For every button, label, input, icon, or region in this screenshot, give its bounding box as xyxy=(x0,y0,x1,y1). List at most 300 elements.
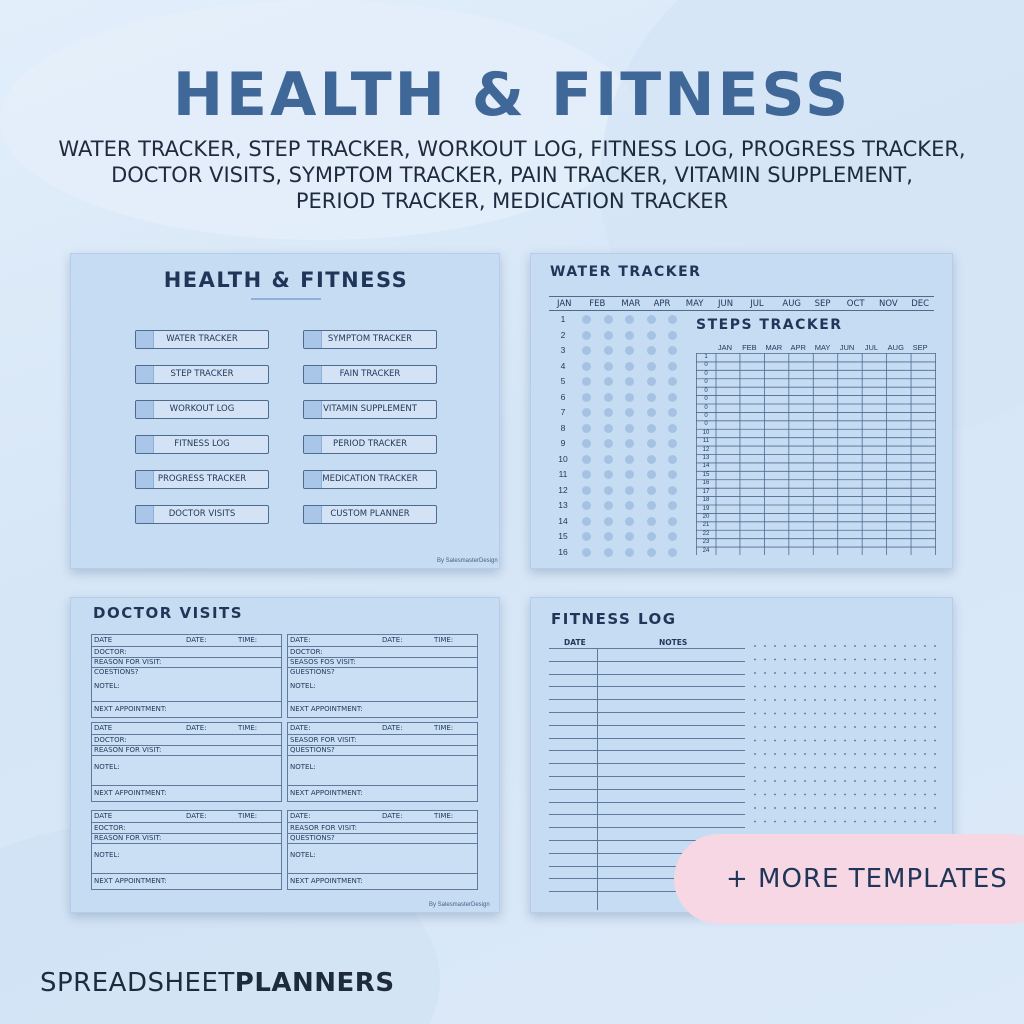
log-row-line xyxy=(549,827,745,828)
water-dot[interactable] xyxy=(582,362,591,371)
visit-notes-label: NOTEL: xyxy=(290,851,316,859)
grid-dot xyxy=(764,699,766,701)
water-dot[interactable] xyxy=(625,315,634,324)
grid-dot xyxy=(864,767,866,769)
water-dot[interactable] xyxy=(647,455,656,464)
water-dot[interactable] xyxy=(625,377,634,386)
doctor-visits-title: DOCTOR VISITS xyxy=(93,604,244,622)
grid-dot xyxy=(874,672,876,674)
grid-dot xyxy=(794,767,796,769)
water-dot[interactable] xyxy=(668,424,677,433)
water-dot[interactable] xyxy=(625,362,634,371)
water-dot[interactable] xyxy=(625,470,634,479)
grid-dot xyxy=(854,753,856,755)
water-dot[interactable] xyxy=(668,532,677,541)
grid-dot xyxy=(764,672,766,674)
credit-text: By SalesmasterDesign xyxy=(429,902,490,908)
grid-dot xyxy=(824,699,826,701)
water-dot[interactable] xyxy=(647,346,656,355)
water-dot[interactable] xyxy=(625,346,634,355)
grid-dot xyxy=(784,726,786,728)
steps-tracker-section xyxy=(691,312,941,562)
grid-dot xyxy=(884,794,886,796)
visit-card xyxy=(287,722,478,802)
grid-dot xyxy=(754,645,756,647)
grid-dot xyxy=(874,780,876,782)
grid-dot xyxy=(794,807,796,809)
grid-dot xyxy=(894,767,896,769)
visit-card xyxy=(287,810,478,890)
grid-dot xyxy=(844,726,846,728)
steps-month-label: MAR xyxy=(765,343,783,352)
grid-dot xyxy=(814,645,816,647)
visit-date-label: DATE: xyxy=(186,636,207,644)
fitness-col-date: DATE xyxy=(564,638,586,647)
visit-notes-label: NOTEL: xyxy=(94,763,120,771)
grid-dot xyxy=(934,821,936,823)
water-dot[interactable] xyxy=(582,486,591,495)
water-dot[interactable] xyxy=(625,424,634,433)
grid-dot xyxy=(844,767,846,769)
month-label: MAR xyxy=(621,299,641,309)
row-number: 6 xyxy=(560,391,566,402)
grid-dot xyxy=(924,672,926,674)
grid-dot xyxy=(834,807,836,809)
grid-dot xyxy=(884,659,886,661)
steps-row-number: 10 xyxy=(702,429,710,436)
log-row-line xyxy=(549,674,745,675)
grid-dot xyxy=(844,645,846,647)
menu-button-label: SYMPTOM TRACKER xyxy=(327,334,413,344)
water-dot[interactable] xyxy=(582,377,591,386)
grid-dot xyxy=(884,753,886,755)
water-dot[interactable] xyxy=(668,315,677,324)
water-dot[interactable] xyxy=(604,470,613,479)
grid-dot xyxy=(924,645,926,647)
grid-dot xyxy=(854,740,856,742)
water-dot[interactable] xyxy=(647,486,656,495)
grid-dot xyxy=(864,780,866,782)
steps-month-label: JUN xyxy=(839,343,855,352)
water-dot[interactable] xyxy=(582,331,591,340)
menu-button[interactable] xyxy=(135,330,269,349)
grid-dot xyxy=(834,821,836,823)
grid-dot xyxy=(914,645,916,647)
water-dot[interactable] xyxy=(625,548,634,557)
row-number: 1 xyxy=(560,314,566,324)
grid-dot xyxy=(804,672,806,674)
grid-dot xyxy=(864,794,866,796)
button-swatch xyxy=(304,471,322,488)
visit-time-label: TIME: xyxy=(434,636,454,644)
grid-dot xyxy=(924,821,926,823)
menu-button[interactable] xyxy=(303,365,437,384)
grid-dot xyxy=(834,672,836,674)
menu-button[interactable] xyxy=(303,330,437,349)
grid-dot xyxy=(824,794,826,796)
row-number: 3 xyxy=(560,345,566,355)
menu-button[interactable] xyxy=(303,505,437,524)
more-templates-button[interactable]: + MORE TEMPLATES xyxy=(674,834,1024,924)
grid-dot xyxy=(924,753,926,755)
menu-button[interactable] xyxy=(303,400,437,419)
button-swatch xyxy=(304,331,322,348)
grid-dot xyxy=(774,645,776,647)
menu-button-label: WORKOUT LOG xyxy=(169,404,235,414)
menu-button[interactable] xyxy=(135,505,269,524)
grid-dot xyxy=(914,713,916,715)
menu-button-label: CUSTOM PLANNER xyxy=(330,509,410,519)
grid-dot xyxy=(774,767,776,769)
grid-dot xyxy=(804,780,806,782)
water-dot[interactable] xyxy=(668,331,677,340)
water-dot[interactable] xyxy=(647,470,656,479)
grid-dot xyxy=(924,726,926,728)
grid-dot xyxy=(804,645,806,647)
visit-time-label: TIME: xyxy=(238,724,258,732)
water-dot[interactable] xyxy=(604,424,613,433)
grid-dot xyxy=(894,699,896,701)
grid-dot xyxy=(764,686,766,688)
grid-dot xyxy=(814,713,816,715)
grid-dot xyxy=(884,672,886,674)
grid-dot xyxy=(894,672,896,674)
grid-dot xyxy=(924,807,926,809)
grid-dot xyxy=(764,713,766,715)
steps-row-number: 14 xyxy=(702,463,710,470)
grid-dot xyxy=(814,699,816,701)
grid-dot xyxy=(794,726,796,728)
visit-divider xyxy=(92,822,281,823)
log-row-line xyxy=(549,802,745,803)
water-dot[interactable] xyxy=(625,393,634,402)
grid-dot xyxy=(814,686,816,688)
grid-dot xyxy=(934,794,936,796)
steps-month-label: FEB xyxy=(742,343,757,352)
water-dot[interactable] xyxy=(604,501,613,510)
water-dot[interactable] xyxy=(625,408,634,417)
water-dot[interactable] xyxy=(582,408,591,417)
grid-dot xyxy=(774,713,776,715)
grid-dot xyxy=(774,780,776,782)
water-dot[interactable] xyxy=(668,362,677,371)
grid-dot xyxy=(924,794,926,796)
grid-dot xyxy=(774,740,776,742)
visit-date-label: DATE: xyxy=(290,724,311,732)
visit-date-label: DATE: xyxy=(382,724,403,732)
water-dot[interactable] xyxy=(582,424,591,433)
grid-dot xyxy=(924,740,926,742)
grid-dot xyxy=(894,740,896,742)
water-dot[interactable] xyxy=(625,439,634,448)
water-dot[interactable] xyxy=(604,439,613,448)
menu-button-label: STEP TRACKER xyxy=(170,369,234,379)
water-dot[interactable] xyxy=(647,501,656,510)
grid-dot xyxy=(904,740,906,742)
grid-dot xyxy=(934,807,936,809)
water-dot[interactable] xyxy=(625,455,634,464)
water-dot[interactable] xyxy=(582,470,591,479)
grid-dot xyxy=(934,780,936,782)
grid-dot xyxy=(834,780,836,782)
steps-tracker-title: STEPS TRACKER xyxy=(696,317,843,333)
visit-next-appointment: NEXT AFPOINTMENT: xyxy=(94,789,167,797)
water-dot[interactable] xyxy=(625,501,634,510)
menu-button-label: WATER TRACKER xyxy=(166,334,238,344)
water-dot[interactable] xyxy=(604,517,613,526)
grid-dot xyxy=(764,767,766,769)
water-dot[interactable] xyxy=(625,486,634,495)
grid-dot xyxy=(834,740,836,742)
main-title: HEALTH & FITNESS xyxy=(172,60,852,130)
log-row-line xyxy=(549,763,745,764)
month-label: JAN xyxy=(557,299,572,309)
water-dot[interactable] xyxy=(604,315,613,324)
water-dot[interactable] xyxy=(582,501,591,510)
visit-card xyxy=(287,634,478,718)
month-label: NOV xyxy=(879,299,898,309)
water-dot[interactable] xyxy=(647,408,656,417)
grid-dot xyxy=(774,807,776,809)
grid-dot xyxy=(784,821,786,823)
grid-dot xyxy=(824,767,826,769)
visit-date-label: DATE: xyxy=(186,812,207,820)
button-swatch xyxy=(304,366,322,383)
steps-row-number: 19 xyxy=(702,505,710,512)
steps-row-number: 0 xyxy=(704,396,708,403)
grid-dot xyxy=(784,645,786,647)
water-tracker-panel xyxy=(530,253,953,569)
water-dot[interactable] xyxy=(668,408,677,417)
water-dot[interactable] xyxy=(668,439,677,448)
water-dot[interactable] xyxy=(647,517,656,526)
visit-divider xyxy=(92,755,281,756)
water-dot[interactable] xyxy=(604,377,613,386)
steps-month-label: JAN xyxy=(717,343,733,352)
visit-next-appointment: NEXT APPOINTMENT: xyxy=(290,789,363,797)
button-swatch xyxy=(136,401,154,418)
water-tracker-title: WATER TRACKER xyxy=(550,264,702,280)
water-dot[interactable] xyxy=(604,346,613,355)
month-label: MAY xyxy=(685,299,704,309)
row-number: 10 xyxy=(558,453,568,464)
water-dot[interactable] xyxy=(668,486,677,495)
steps-row-number: 18 xyxy=(702,497,710,504)
water-dot[interactable] xyxy=(647,439,656,448)
steps-row-number: 20 xyxy=(702,513,710,520)
button-swatch xyxy=(304,506,322,523)
month-label: DEC xyxy=(911,299,930,309)
water-dot[interactable] xyxy=(647,377,656,386)
visit-notes-label: NOTEL: xyxy=(290,763,316,771)
menu-button-label: DOCTOR VISITS xyxy=(168,509,236,519)
water-dot[interactable] xyxy=(625,331,634,340)
water-dot[interactable] xyxy=(604,455,613,464)
grid-dot xyxy=(814,807,816,809)
visit-field: GUESTIONS? xyxy=(290,668,335,676)
month-label: FEB xyxy=(589,299,606,309)
menu-button-label: PERIOD TRACKER xyxy=(332,439,408,449)
grid-dot xyxy=(804,821,806,823)
water-dot[interactable] xyxy=(668,470,677,479)
log-row-line xyxy=(549,789,745,790)
subtitle-line-2: DOCTOR VISITS, SYMPTOM TRACKER, PAIN TRACKER, VITAMIN SUPPLEMENT, xyxy=(111,163,913,187)
grid-dot xyxy=(874,713,876,715)
menu-button[interactable] xyxy=(135,400,269,419)
steps-month-label: SEP xyxy=(912,343,928,352)
visit-divider xyxy=(288,734,477,735)
steps-row-number: 23 xyxy=(702,539,710,546)
visit-next-appointment: NEXT APPOINTMENT: xyxy=(94,877,167,885)
fitness-col-notes: NOTES xyxy=(659,638,688,647)
grid-dot xyxy=(914,767,916,769)
water-dot[interactable] xyxy=(604,331,613,340)
water-dot[interactable] xyxy=(647,424,656,433)
grid-dot xyxy=(924,686,926,688)
grid-dot xyxy=(764,726,766,728)
grid-dot xyxy=(774,699,776,701)
water-dot[interactable] xyxy=(647,315,656,324)
menu-button[interactable] xyxy=(135,470,269,489)
steps-row-number: 1 xyxy=(704,354,708,360)
water-dot[interactable] xyxy=(604,393,613,402)
visit-divider xyxy=(288,822,477,823)
steps-row-number: 0 xyxy=(704,379,708,386)
menu-button[interactable] xyxy=(135,365,269,384)
month-label: AUG xyxy=(782,299,802,309)
grid-dot xyxy=(774,672,776,674)
grid-dot xyxy=(764,753,766,755)
steps-row-number: 13 xyxy=(702,455,710,461)
grid-dot xyxy=(854,686,856,688)
grid-dot xyxy=(924,767,926,769)
visit-divider xyxy=(288,646,477,647)
water-dot[interactable] xyxy=(582,393,591,402)
row-number: 11 xyxy=(558,469,568,479)
grid-dot xyxy=(804,794,806,796)
water-dot[interactable] xyxy=(647,393,656,402)
water-dot[interactable] xyxy=(647,331,656,340)
water-dot[interactable] xyxy=(647,532,656,541)
water-dot[interactable] xyxy=(668,517,677,526)
menu-button-label: PROGRESS TRACKER xyxy=(157,474,247,484)
grid-dot xyxy=(754,780,756,782)
visit-field: REASOR FOR VISIT: xyxy=(290,824,357,832)
water-dot[interactable] xyxy=(604,408,613,417)
water-dot[interactable] xyxy=(647,548,656,557)
water-dot[interactable] xyxy=(668,501,677,510)
grid-dot xyxy=(774,726,776,728)
water-dot[interactable] xyxy=(625,517,634,526)
visit-field: QUESTIONS? xyxy=(290,834,335,842)
grid-dot xyxy=(914,659,916,661)
water-dot[interactable] xyxy=(582,455,591,464)
visit-field: DOCTOR: xyxy=(94,736,127,744)
grid-dot xyxy=(814,659,816,661)
water-dot[interactable] xyxy=(582,346,591,355)
water-dot[interactable] xyxy=(604,362,613,371)
grid-dot xyxy=(824,740,826,742)
grid-dot xyxy=(784,794,786,796)
menu-panel xyxy=(70,253,500,569)
steps-row-number: 17 xyxy=(702,488,710,495)
button-swatch xyxy=(136,506,154,523)
water-dot[interactable] xyxy=(582,517,591,526)
grid-dot xyxy=(924,713,926,715)
water-dot[interactable] xyxy=(668,548,677,557)
steps-row-number: 0 xyxy=(704,404,708,411)
water-dot[interactable] xyxy=(668,377,677,386)
water-dot[interactable] xyxy=(668,346,677,355)
grid-dot xyxy=(934,753,936,755)
water-dot[interactable] xyxy=(668,455,677,464)
steps-row-number: 16 xyxy=(702,480,710,487)
grid-dot xyxy=(824,780,826,782)
row-number: 8 xyxy=(560,422,566,433)
visit-next-appointment: NEXT APPOINTMENT: xyxy=(290,705,363,713)
visit-divider xyxy=(288,755,477,756)
grid-dot xyxy=(854,807,856,809)
water-dot[interactable] xyxy=(668,393,677,402)
visit-divider xyxy=(92,785,281,786)
grid-dot xyxy=(904,794,906,796)
grid-dot xyxy=(934,645,936,647)
water-dot[interactable] xyxy=(582,315,591,324)
grid-dot xyxy=(884,699,886,701)
grid-dot xyxy=(904,699,906,701)
log-row-line xyxy=(549,712,745,713)
water-dot[interactable] xyxy=(582,532,591,541)
menu-button[interactable] xyxy=(303,435,437,454)
row-number: 7 xyxy=(560,407,566,417)
steps-row-number: 0 xyxy=(704,412,708,419)
grid-dot xyxy=(854,767,856,769)
visit-divider xyxy=(92,873,281,874)
grid-dot xyxy=(764,780,766,782)
water-dot[interactable] xyxy=(604,532,613,541)
grid-dot xyxy=(884,713,886,715)
grid-dot xyxy=(804,753,806,755)
menu-button[interactable] xyxy=(303,470,437,489)
subtitle-line-1: WATER TRACKER, STEP TRACKER, WORKOUT LOG, FITNESS LOG, PROGRESS TRACKER, xyxy=(58,137,966,161)
grid-dot xyxy=(894,659,896,661)
water-dot[interactable] xyxy=(604,548,613,557)
grid-dot xyxy=(864,713,866,715)
title-underline xyxy=(251,298,321,300)
grid-dot xyxy=(854,659,856,661)
water-dot[interactable] xyxy=(582,439,591,448)
month-header-line xyxy=(549,310,934,311)
grid-dot xyxy=(864,699,866,701)
grid-dot xyxy=(894,686,896,688)
grid-dot xyxy=(804,686,806,688)
visit-date-label: DATE: xyxy=(186,724,207,732)
grid-dot xyxy=(894,713,896,715)
brand-part-1: SPREADSHEET xyxy=(40,968,235,998)
button-swatch xyxy=(136,436,154,453)
grid-dot xyxy=(914,672,916,674)
steps-row-number: 11 xyxy=(702,438,710,445)
grid-dot xyxy=(854,794,856,796)
water-dot[interactable] xyxy=(625,532,634,541)
steps-month-label: JUL xyxy=(864,343,879,352)
water-dot[interactable] xyxy=(604,486,613,495)
grid-dot xyxy=(874,753,876,755)
menu-button[interactable] xyxy=(135,435,269,454)
water-dot[interactable] xyxy=(582,548,591,557)
water-dot[interactable] xyxy=(647,362,656,371)
steps-grid xyxy=(696,353,936,555)
